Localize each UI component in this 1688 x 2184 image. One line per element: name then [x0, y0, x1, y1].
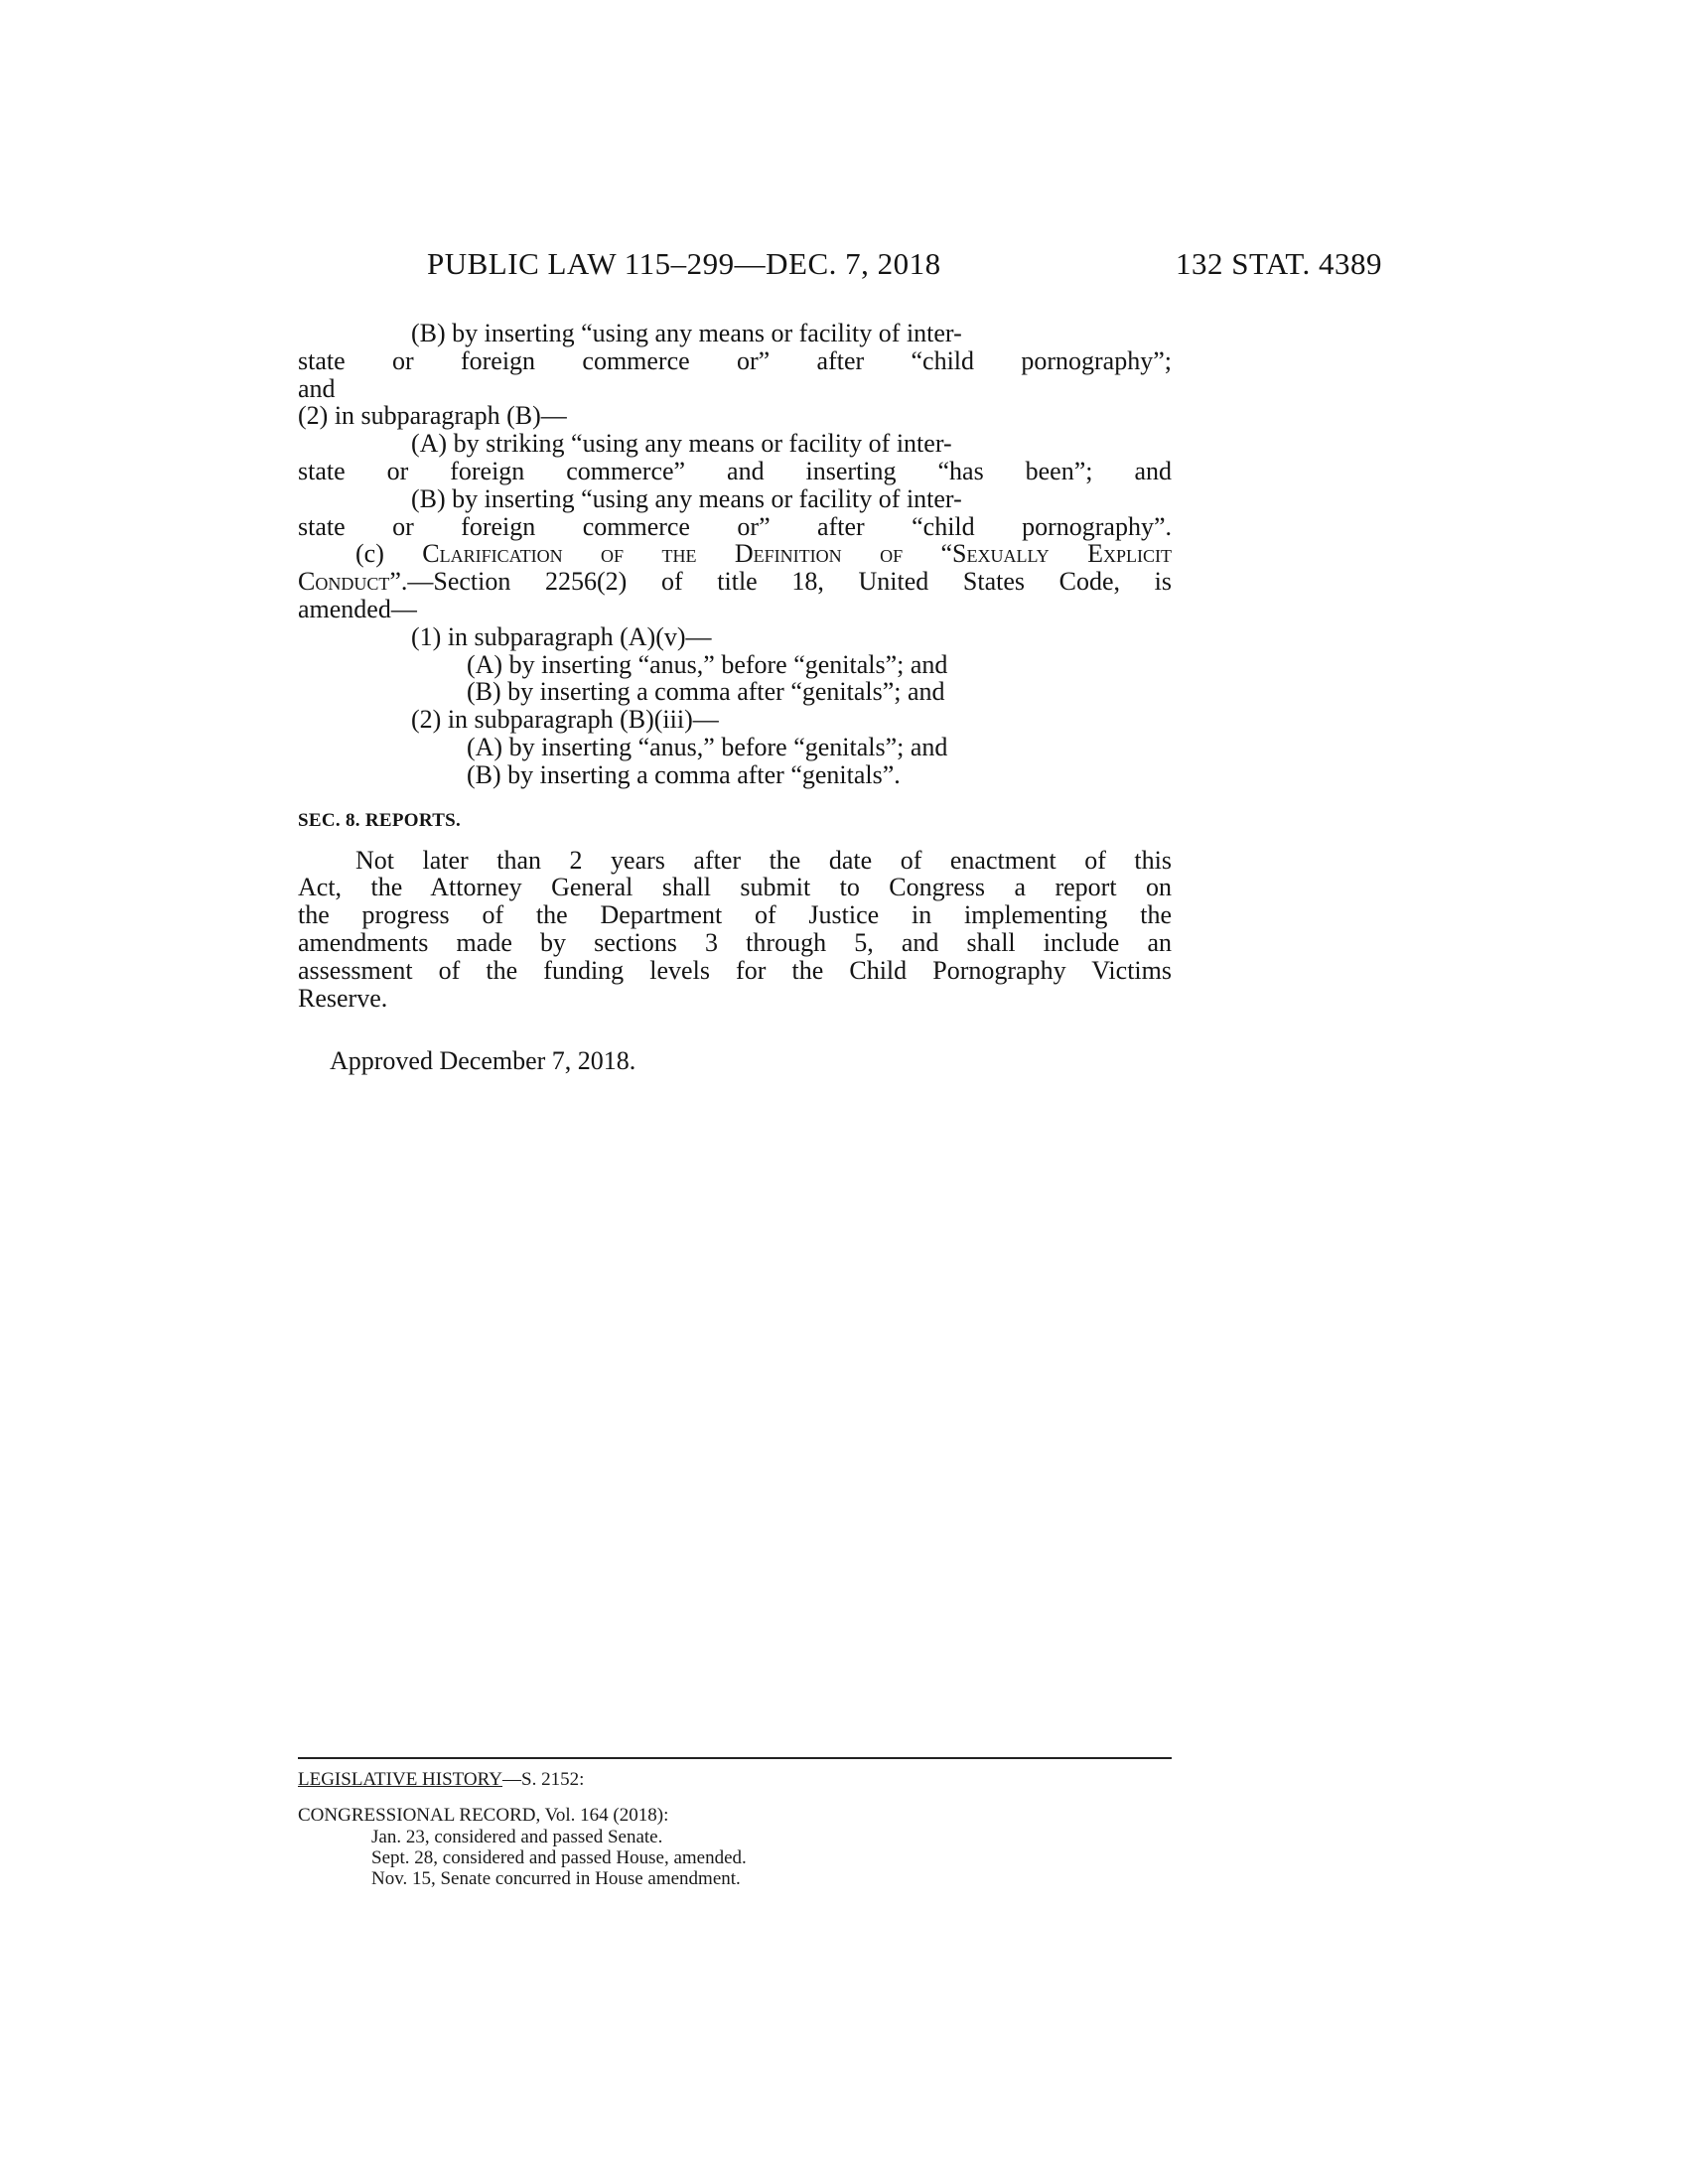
list-item: (B) by inserting a comma after “genitals”.: [467, 759, 901, 789]
body-line: state or foreign commerce or” after “child pornography”;: [298, 345, 1172, 375]
statute-citation: 132 STAT. 4389: [1175, 246, 1382, 281]
history-entry: Sept. 28, considered and passed House, amended.: [371, 1847, 747, 1868]
section-heading: SEC. 8. REPORTS.: [298, 809, 462, 831]
footnote-rule: [298, 1757, 1172, 1759]
paragraph-line: Reserve.: [298, 983, 388, 1013]
approval-date: Approved December 7, 2018.: [330, 1046, 636, 1076]
body-line: (2) in subparagraph (B)—: [298, 401, 567, 431]
history-entries: [371, 1827, 747, 1889]
paragraph-line: assessment of the funding levels for the Child Pornography Victims: [298, 955, 1172, 985]
list-item: (A) by inserting “anus,” before “genitals”; and: [467, 649, 948, 679]
body-line: and: [298, 373, 336, 403]
body-line: (B) by inserting “using any means or facility of inter-: [411, 483, 962, 513]
list-item: (1) in subparagraph (A)(v)—: [411, 621, 712, 651]
public-law-title: PUBLIC LAW 115–299—DEC. 7, 2018: [427, 246, 941, 281]
list-item: (A) by inserting “anus,” before “genitals”; and: [467, 732, 948, 761]
history-entry: Jan. 23, considered and passed Senate.: [371, 1827, 663, 1847]
body-line: (B) by inserting “using any means or facility of inter-: [411, 319, 962, 347]
body-line: (A) by striking “using any means or facility of inter-: [411, 429, 952, 459]
list-item: (2) in subparagraph (B)(iii)—: [411, 705, 719, 735]
running-head: [298, 246, 1382, 286]
subsection-c-heading: (c) Clarification of the Definition of “Sexually Explicit: [355, 539, 1172, 569]
legislative-history-title: LEGISLATIVE HISTORY—S. 2152:: [298, 1769, 585, 1790]
subsection-c-line: amended—: [298, 594, 417, 623]
list-item: (B) by inserting a comma after “genitals”; and: [467, 677, 945, 707]
subsection-c-line: Conduct”.—Section 2256(2) of title 18, United States Code, is: [298, 567, 1172, 597]
congressional-record: CONGRESSIONAL RECORD, Vol. 164 (2018):: [298, 1805, 669, 1826]
body-text: [298, 320, 1172, 1075]
body-line: state or foreign commerce” and inserting “has been”; and: [298, 456, 1172, 485]
paragraph-line: the progress of the Department of Justice in implementing the: [298, 900, 1172, 930]
paragraph-line: Act, the Attorney General shall submit to Congress a report on: [298, 873, 1172, 902]
history-entry: Nov. 15, Senate concurred in House amendment.: [371, 1868, 741, 1889]
paragraph-line: Not later than 2 years after the date of enactment of this: [355, 845, 1172, 875]
paragraph-line: amendments made by sections 3 through 5, and shall include an: [298, 927, 1172, 957]
body-line: state or foreign commerce or” after “child pornography”.: [298, 511, 1172, 541]
